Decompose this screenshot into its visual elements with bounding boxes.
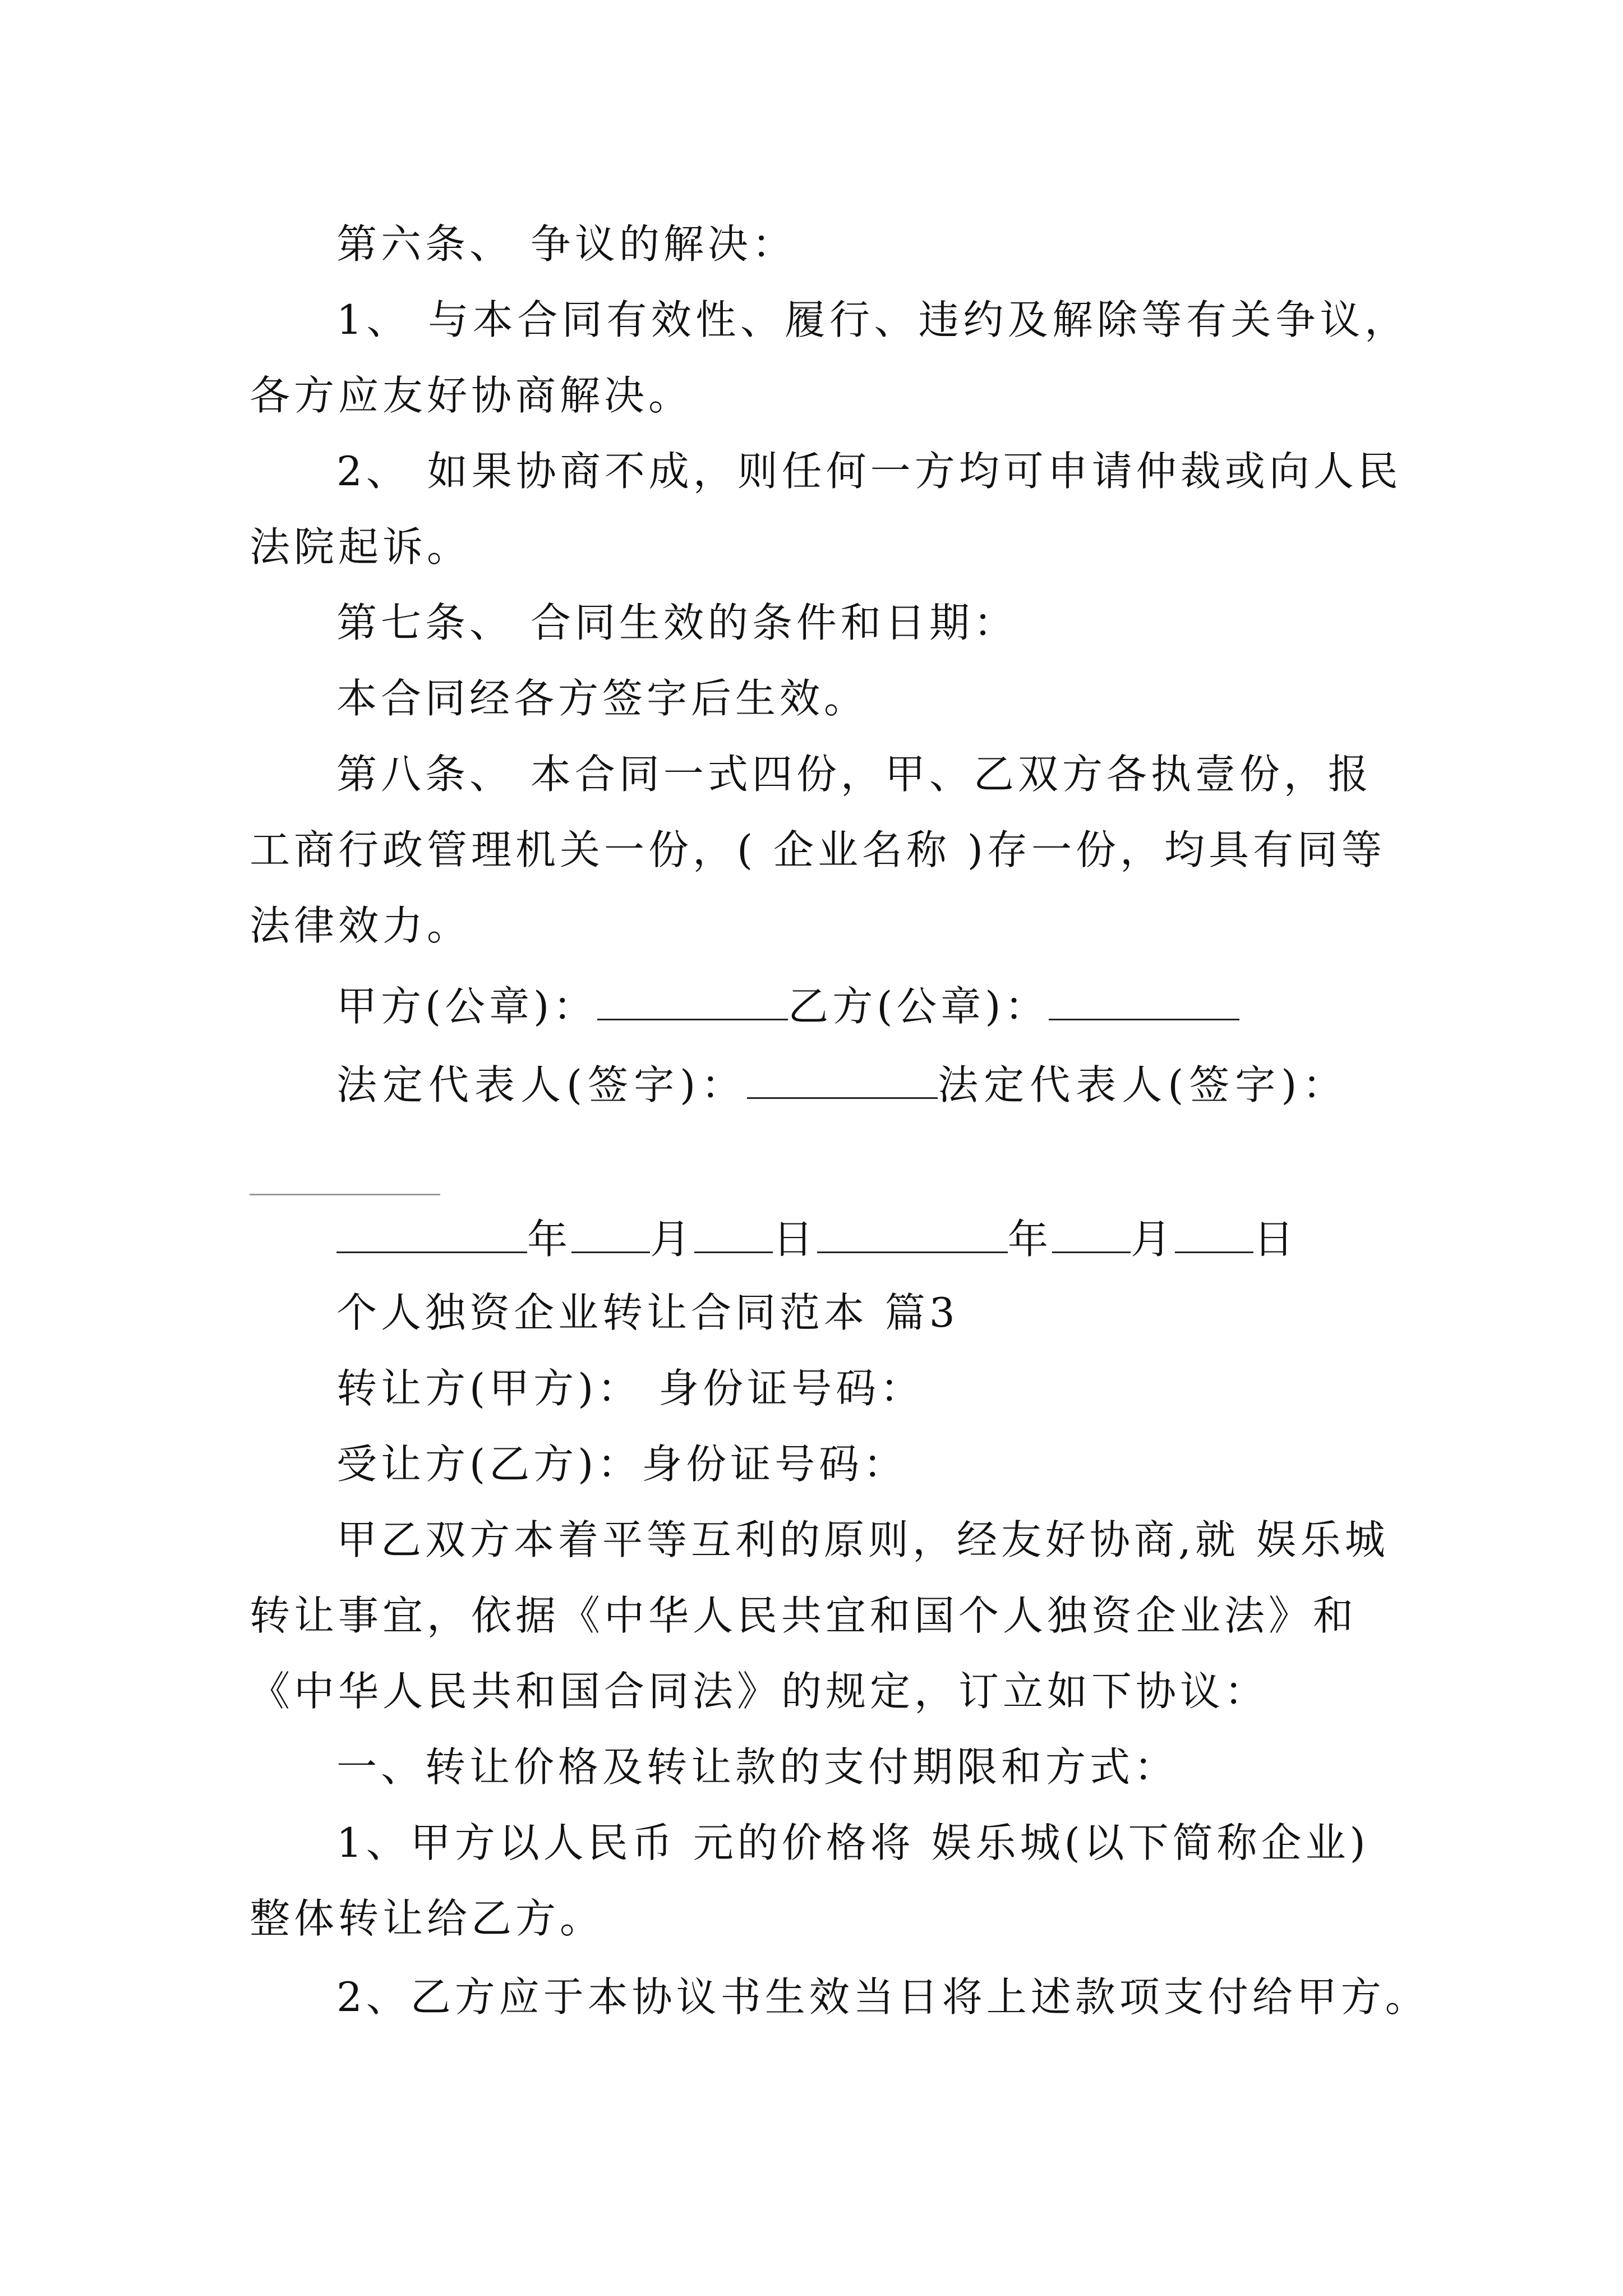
signature-rep-row [336,1055,1348,1113]
date-b-day-blank[interactable] [1175,1209,1253,1253]
date-a-month-blank[interactable] [571,1209,650,1253]
article6-item2-line2: 法院起诉。 [250,523,472,570]
transferee-line: 受让方(乙方)：身份证号码： [336,1441,908,1488]
intro-line1: 甲乙双方本着平等互利的原则，经友好协商,就 娱乐城 [336,1516,1389,1563]
date-a-month-label: 月 [650,1216,695,1263]
article6-item2-line1: 2、 如果协商不成，则任何一方均可申请仲裁或向人民 [336,448,1402,495]
clause1-title: 一、转让价格及转让款的支付期限和方式： [336,1743,1179,1791]
date-row [336,1209,1298,1267]
party-b-seal-blank[interactable] [1049,976,1239,1020]
clause1-item1-line2: 整体转让给乙方。 [250,1895,605,1942]
party-b-seal-label: 乙方(公章)： [788,983,1049,1030]
party-a-seal-blank[interactable] [597,976,788,1020]
intro-line3: 《中华人民共和国合同法》的规定，订立如下协议： [250,1668,1269,1715]
rep-b-label: 法定代表人(签字)： [938,1061,1349,1108]
article6-item1-line2: 各方应友好协商解决。 [250,372,693,419]
article8-line2: 工商行政管理机关一份，( 企业名称 )存一份，均具有同等 [250,826,1386,873]
party-a-seal-label: 甲方(公章)： [336,983,598,1030]
article6-title: 第六条、 争议的解决： [336,220,796,268]
article6-item1-line1: 1、 与本合同有效性、履行、违约及解除等有关争议， [336,296,1405,343]
article8-line1: 第八条、 本合同一式四份，甲、乙双方各执壹份，报 [336,751,1372,798]
date-a-day-label: 日 [773,1216,818,1263]
rep-a-blank[interactable] [747,1055,938,1099]
date-b-year-blank[interactable] [817,1209,1008,1253]
date-a-day-blank[interactable] [694,1209,773,1253]
date-b-year-label: 年 [1008,1216,1053,1263]
clause1-item1-line1: 1、甲方以人民币 元的价格将 娱乐城(以下简称企业) [336,1819,1370,1866]
date-b-month-blank[interactable] [1052,1209,1131,1253]
section3-heading: 个人独资企业转让合同范本 篇3 [336,1289,959,1336]
date-b-month-label: 月 [1131,1216,1175,1263]
clause1-item2: 2、乙方应于本协议书生效当日将上述款项支付给甲方。 [336,1973,1430,2021]
intro-line2: 转让事宜，依据《中华人民共宜和国个人独资企业法》和 [250,1592,1358,1639]
article8-line3: 法律效力。 [250,902,472,949]
date-b-day-label: 日 [1253,1216,1298,1263]
date-a-year-blank[interactable] [336,1209,527,1253]
article7-body: 本合同经各方签字后生效。 [336,675,869,722]
rep-b-blank[interactable] [250,1194,440,1195]
signature-seal-row [336,976,1239,1034]
rep-a-label: 法定代表人(签字)： [336,1061,748,1108]
transferor-line: 转让方(甲方)： 身份证号码： [336,1365,925,1412]
article7-title: 第七条、 合同生效的条件和日期： [336,599,1018,646]
date-a-year-label: 年 [527,1216,572,1263]
